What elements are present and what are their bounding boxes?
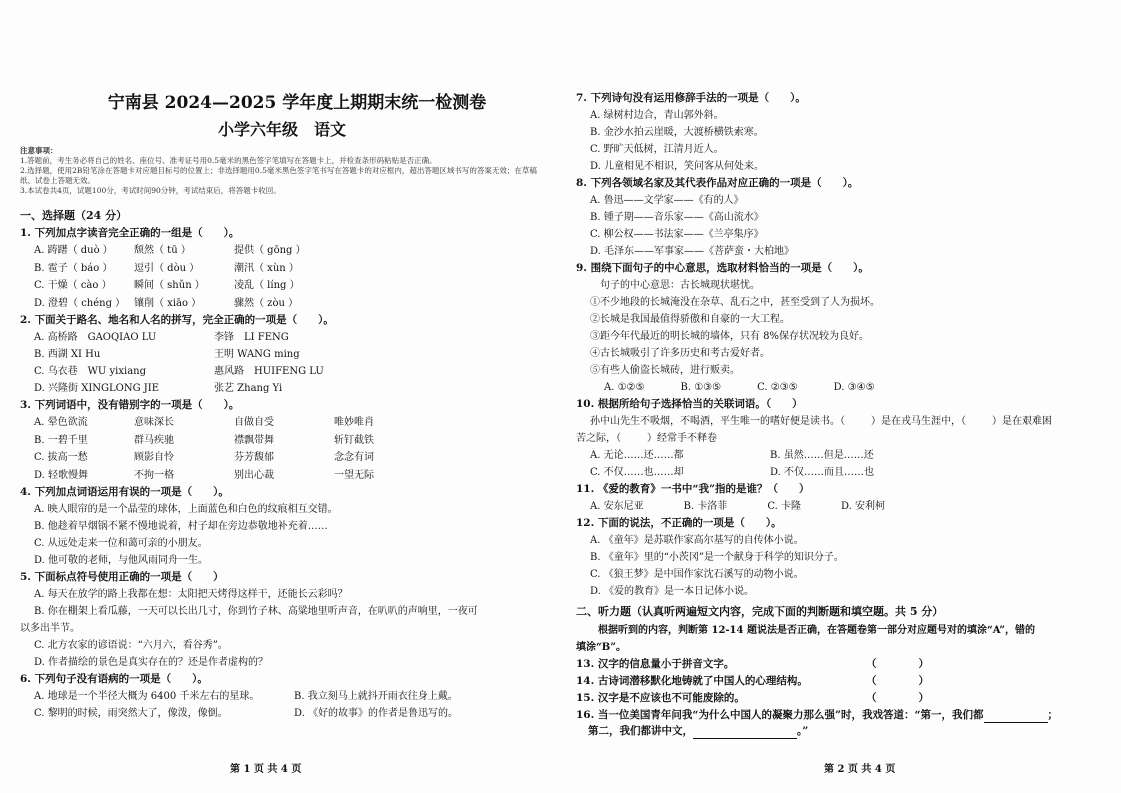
option: D. 《爱的教育》是一本日记体小说。 xyxy=(590,586,755,597)
listening-instructions: 根据听到的内容，判断第 12-14 题说法是否正确，在答题卷第一部分对应题号对的填涂“A”，错的 xyxy=(598,625,1036,636)
question-6 xyxy=(20,672,544,722)
section-heading-choice: 一、选择题（24 分） xyxy=(20,209,128,222)
exam-page-2 xyxy=(562,0,1121,793)
option: A. 安东尼亚 xyxy=(590,501,644,512)
option: 张艺 Zhang Yi xyxy=(214,383,283,394)
question-options xyxy=(20,414,434,484)
question-passage: 孙中山先生不吸烟，不喝酒，平生唯一的嗜好便是读书。（ ）是在戎马生涯中，（ ）是在艰难困 xyxy=(590,416,1052,427)
option: C. 黎明的时候，雨突然大了，像泼，像倒。 xyxy=(34,708,228,719)
option: 镶削（ xiāo ） xyxy=(134,297,202,309)
question-16 xyxy=(576,708,1101,739)
question-stem: 5. 下面标点符号使用正确的一项是（ ） xyxy=(20,571,224,583)
material-item: ②长城是我国最值得骄傲和自豪的一大工程。 xyxy=(590,314,790,325)
option: 不拘一格 xyxy=(134,469,174,481)
option: C. 卡隆 xyxy=(767,501,801,512)
question-2 xyxy=(20,313,544,397)
question-9 xyxy=(576,261,1101,396)
question-11 xyxy=(576,482,1101,515)
option: D. 不仅……而且……也 xyxy=(770,467,875,478)
true-false-item xyxy=(576,656,1101,673)
true-false-text: 13. 汉字的信息量小于拼音文字。 xyxy=(576,658,735,670)
option: 群马疾驰 xyxy=(134,434,174,446)
fill-blank[interactable] xyxy=(984,722,1048,723)
option-continued: 以多出半节。 xyxy=(20,623,80,634)
question-options xyxy=(576,498,1101,515)
option: C. 干燥（ cào ） xyxy=(34,280,112,291)
option: A. 踌躇（ duò ） xyxy=(34,245,113,256)
question-options xyxy=(576,379,1101,396)
option: 王明 WANG ming xyxy=(214,349,300,360)
option: A. 《童年》是苏联作家高尔基写的自传体小说。 xyxy=(590,535,804,546)
option: 芬芳馥郁 xyxy=(234,452,274,463)
option: A. 鲁迅——文学家——《有的人》 xyxy=(590,195,744,206)
option: 骤然（ zòu ） xyxy=(234,297,299,309)
option: A. 地球是一个半径大概为 6400 千米左右的星球。 xyxy=(34,691,260,702)
option: C. 乌衣巷 WU yixiang xyxy=(34,366,147,377)
note-item: 2.选择题，使用2B铅笔涂在答题卡对应题目标号的位置上；非选择题用0.5毫米黑色签字笔书写在答题卡的对应框内，超出答题区域书写的答案无效；在草稿纸、试卷上答题无效。 xyxy=(20,166,537,185)
exam-title: 宁南县 2024—2025 学年度上期期末统一检测卷 xyxy=(107,93,487,113)
option: B. 西湖 XI Hu xyxy=(34,349,101,360)
option: 自做自受 xyxy=(234,417,274,428)
option: B. 你在棚架上看瓜藤，一天可以长出几寸，你到竹子林、高粱地里听声音，在叭叭的声响里，一夜可 xyxy=(34,606,478,617)
option: B. 锺子期——音乐家——《高山流水》 xyxy=(590,212,764,223)
note-item: 3.本试卷共4页，试题100分，考试时间90分钟，考试结束后，将答题卡收回。 xyxy=(20,186,281,195)
notes-heading: 注意事项： xyxy=(20,146,58,155)
option: A. 高桥路 GAOQIAO LU xyxy=(34,332,157,343)
option: 斩钉截铁 xyxy=(334,434,374,446)
question-stem: 9. 围绕下面句子的中心意思，选取材料恰当的一项是（ ）。 xyxy=(576,262,869,274)
option: 瞬间（ shǔn ） xyxy=(134,280,205,291)
question-stem: 1. 下列加点字读音完全正确的一组是（ ）。 xyxy=(20,227,240,239)
option: B. 虽然……但是……还 xyxy=(770,450,874,461)
option: D. 作者描绘的景色是真实存在的？还是作者虚构的？ xyxy=(34,657,269,668)
option: 提供（ gōng ） xyxy=(234,245,306,256)
option: C. 野旷天低树，江清月近人。 xyxy=(590,144,724,155)
listening-instructions-continued: 填涂“B”。 xyxy=(576,642,626,653)
answer-paren[interactable]: （ ） xyxy=(866,675,929,687)
question-stem: 7. 下列诗句没有运用修辞手法的一项是（ ）。 xyxy=(576,92,806,104)
option: 别出心裁 xyxy=(234,469,274,481)
question-options xyxy=(576,447,950,481)
option: D. 毛泽东——军事家——《菩萨蛮・大柏地》 xyxy=(590,246,795,257)
page-footer: 第 1 页 共 4 页 xyxy=(230,764,302,775)
option: 一望无际 xyxy=(334,469,374,481)
option: C. ②③⑤ xyxy=(757,382,798,393)
option: C. 拔高一愁 xyxy=(34,452,88,463)
question-4 xyxy=(20,485,544,569)
option: 顾影自怜 xyxy=(134,452,174,463)
option: B. 卡洛菲 xyxy=(683,501,728,512)
option: D. 轻歌慢舞 xyxy=(34,469,89,481)
question-stem: 8. 下列各领域名家及其代表作品对应正确的一项是（ ）。 xyxy=(576,177,859,189)
option: 李锋 LI FENG xyxy=(214,332,289,343)
option: B. 金沙水拍云崖暖，大渡桥横铁索寒。 xyxy=(590,127,764,138)
option: A. ①②⑤ xyxy=(604,382,645,393)
question-passage-continued: 苦之际，（ ）经常手不释卷 xyxy=(576,433,717,444)
section-heading-listening: 二、听力题（认真听两遍短文内容，完成下面的判断题和填空题。共 5 分） xyxy=(576,605,944,618)
fill-blank-text: 16. 当一位美国青年问我“为什么中国人的凝聚力那么强”时，我戏答道：“第一，我们都 ； xyxy=(576,709,1059,721)
question-3 xyxy=(20,398,544,484)
option: C. 北方农家的谚语说：“六月六，看谷秀”。 xyxy=(34,640,228,651)
option: 颓然（ tū ） xyxy=(134,245,191,256)
fill-blank[interactable] xyxy=(693,738,797,739)
option: C. 从远处走来一位和蔼可亲的小朋友。 xyxy=(34,538,208,549)
option: 惠风路 HUIFENG LU xyxy=(214,366,324,377)
option: A. 晕色欲流 xyxy=(34,417,88,428)
option: D. 兴隆街 XINGLONG JIE xyxy=(34,383,160,394)
true-false-text: 14. 古诗词潜移默化地铸就了中国人的心理结构。 xyxy=(576,675,808,687)
question-options xyxy=(20,329,394,397)
option: C. 《狼王梦》是中国作家沈石溪写的动物小说。 xyxy=(590,569,804,580)
option: 凌乱（ líng ） xyxy=(234,280,300,291)
material-item: ⑤有些人偷盗长城砖，进行贩卖。 xyxy=(590,365,740,376)
option: A. 绿树村边合，青山郭外斜。 xyxy=(590,110,724,121)
page-footer: 第 2 页 共 4 页 xyxy=(824,764,896,775)
note-item: 1.答题前，考生务必将自己的姓名、座位号、准考证号用0.5毫米的黑色签字笔填写在答题卡上，并检查条形码粘贴是否正确。 xyxy=(20,156,437,165)
option: A. 每天在放学的路上我都在想：太阳把天烤得这样干，还能长云彩吗？ xyxy=(34,589,348,600)
question-stem: 12. 下面的说法，不正确的一项是（ ）。 xyxy=(576,517,782,529)
center-idea: 句子的中心意思：古长城现状堪忧。 xyxy=(600,280,760,291)
option: 唯妙唯肖 xyxy=(334,417,374,428)
option: D. 澄碧（ chéng ） xyxy=(34,297,126,309)
option: 襟飘带舞 xyxy=(234,434,274,446)
option: C. 柳公权——书法家——《兰亭集序》 xyxy=(590,229,764,240)
question-options xyxy=(20,242,434,312)
question-10 xyxy=(576,397,1101,481)
option: B. 一碧千里 xyxy=(34,434,88,446)
true-false-text: 15. 汉字是不应该也不可能废除的。 xyxy=(576,692,745,704)
option: 念念有词 xyxy=(334,452,374,463)
option: D. ③④⑤ xyxy=(833,382,875,393)
material-item: ④古长城吸引了许多历史和考古爱好者。 xyxy=(590,348,770,359)
option: B. 雹子（ báo ） xyxy=(34,262,113,274)
question-stem: 2. 下面关于路名、地名和人名的拼写，完全正确的一项是（ ）。 xyxy=(20,314,334,326)
material-item: ①不少地段的长城淹没在杂草、乱石之中，甚至受到了人为损坏。 xyxy=(590,297,880,308)
option: C. 不仅……也……却 xyxy=(590,467,684,478)
question-stem: 11. 《爱的教育》一书中“我”指的是谁？（ ） xyxy=(576,483,810,495)
option: D. 安利柯 xyxy=(840,501,885,512)
exam-subtitle: 小学六年级 语文 xyxy=(217,120,346,139)
true-false-item xyxy=(576,690,1101,707)
true-false-item xyxy=(576,673,1101,690)
question-5 xyxy=(20,570,544,671)
question-stem: 4. 下列加点词语运用有误的一项是（ ）。 xyxy=(20,486,229,498)
material-item: ③距今年代最近的明长城的墙体，只有 8%保存状况较为良好。 xyxy=(590,331,870,342)
answer-paren[interactable]: （ ） xyxy=(866,658,929,670)
option: B. ①③⑤ xyxy=(680,382,722,393)
question-1 xyxy=(20,226,544,312)
option: 潮汛（ xùn ） xyxy=(234,262,299,274)
question-stem: 6. 下列句子没有语病的一项是（ ）。 xyxy=(20,673,208,685)
option: A. 映人眼帘的是一个晶莹的球体，上面蓝色和白色的纹痕相互交错。 xyxy=(34,504,338,515)
question-options xyxy=(20,688,554,722)
notes-block xyxy=(20,146,544,196)
option: D. 《好的故事》的作者是鲁迅写的。 xyxy=(294,708,459,719)
question-stem: 10. 根据所给句子选择恰当的关联词语。（ ） xyxy=(576,398,803,410)
question-stem: 3. 下列词语中，没有错别字的一项是（ ）。 xyxy=(20,399,240,411)
question-8 xyxy=(576,176,1101,260)
question-7 xyxy=(576,91,1101,175)
question-12 xyxy=(576,516,1101,600)
option: B. 他趁着早烟锅不紧不慢地说着，村子却在旁边恭敬地补充着…… xyxy=(34,521,328,532)
option: B. 《童年》里的“小茨冈”是一个献身于科学的知识分子。 xyxy=(590,552,844,563)
option: A. 无论……还……都 xyxy=(590,450,684,461)
fill-blank-text-continued: 第二，我们都讲中文， 。” xyxy=(588,725,809,737)
option: D. 他可敬的老师，与他风雨同舟一生。 xyxy=(34,555,209,566)
option: D. 儿童相见不相识，笑问客从何处来。 xyxy=(590,161,765,172)
option: 意味深长 xyxy=(134,417,174,428)
option: 逗引（ dòu ） xyxy=(134,262,200,274)
answer-paren[interactable]: （ ） xyxy=(866,692,929,704)
option: B. 我立刻马上就抖开雨衣往身上戴。 xyxy=(294,691,458,702)
